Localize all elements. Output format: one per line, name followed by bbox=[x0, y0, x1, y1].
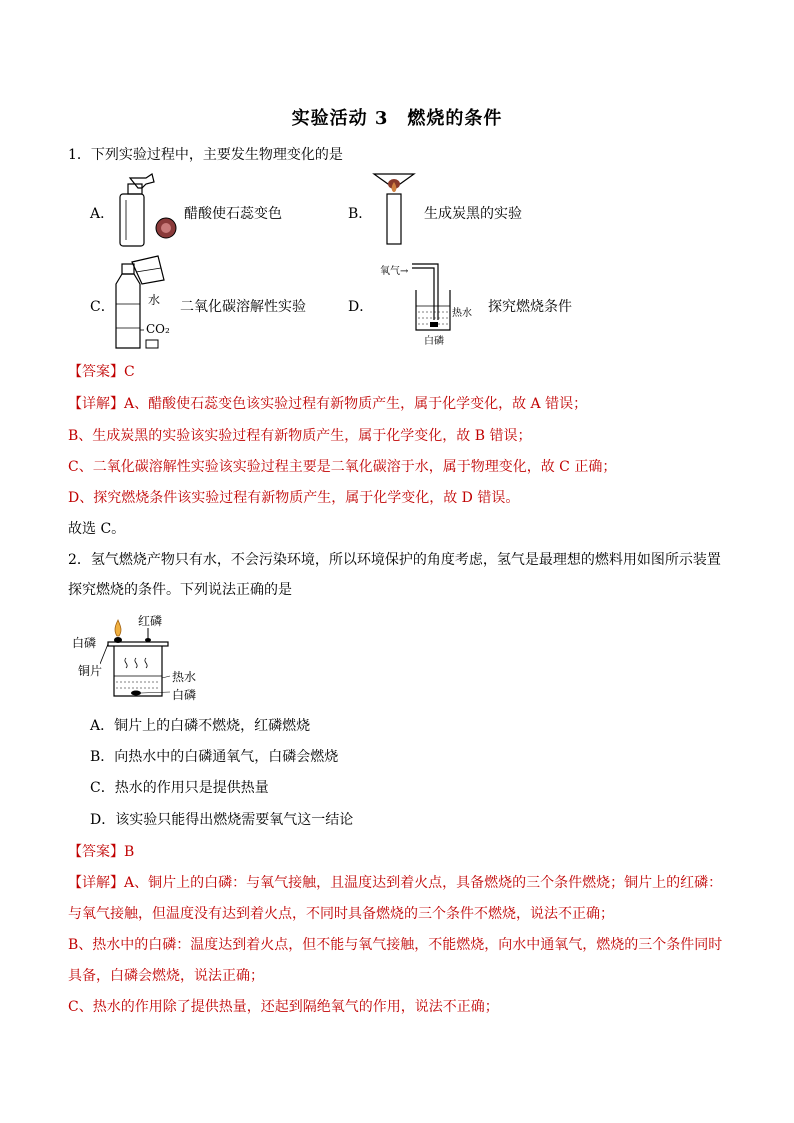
bottle-co2-figure bbox=[112, 254, 180, 354]
q2-option-d: D．该实验只能得出燃烧需要氧气这一结论 bbox=[90, 812, 354, 828]
q1-option-a-letter: A． bbox=[90, 206, 115, 222]
q1-option-b-text: 生成炭黑的实验 bbox=[424, 206, 522, 222]
q2-answer bbox=[68, 842, 134, 862]
q1-conclusion: 故选 C。 bbox=[68, 521, 126, 537]
answer-tag: 【答案】 bbox=[68, 364, 124, 380]
page-title: 实验活动 3 燃烧的条件 bbox=[291, 108, 503, 129]
q2-detail-line-3: B、热水中的白磷：温度达到着火点，但不能与氧气接触，不能燃烧，向水中通氧气，燃烧的三个条件同时 bbox=[68, 937, 723, 953]
fig-c-co2-label: CO₂ bbox=[146, 322, 170, 336]
q1-option-b-letter: B． bbox=[348, 206, 373, 222]
spray-bottle-flower-figure bbox=[112, 170, 182, 250]
fig-d-whitep-label: 白磷 bbox=[424, 336, 444, 347]
fig2-copper-label: 铜片 bbox=[78, 664, 103, 678]
q1-detail-line-2: B、生成炭黑的实验该实验过程有新物质产生，属于化学变化，故 B 错误； bbox=[68, 428, 532, 444]
q1-answer bbox=[68, 362, 135, 382]
q2-option-b: B．向热水中的白磷通氧气，白磷会燃烧 bbox=[90, 749, 339, 765]
detail-text: A、醋酸使石蕊变色该实验过程有新物质产生，属于化学变化，故 A 错误； bbox=[124, 396, 588, 412]
fig2-whitep-bottom-label: 白磷 bbox=[172, 688, 197, 702]
detail-tag: 【详解】 bbox=[68, 396, 124, 412]
q2-stem-line-2: 探究燃烧的条件。下列说法正确的是 bbox=[68, 582, 292, 598]
detail-text: A、铜片上的白磷：与氧气接触，且温度达到着火点，具备燃烧的三个条件燃烧；铜片上的红磷： bbox=[124, 875, 723, 891]
q1-option-c-letter: C． bbox=[90, 299, 115, 315]
answer-value: B bbox=[124, 844, 135, 860]
detail-tag: 【详解】 bbox=[68, 875, 124, 891]
q1-detail-line-3: C、二氧化碳溶解性实验该实验过程主要是二氧化碳溶于水，属于物理变化，故 C 正确； bbox=[68, 459, 617, 475]
q1-detail-line-4: D、探究燃烧条件该实验过程有新物质产生，属于化学变化，故 D 错误。 bbox=[68, 490, 520, 506]
q2-option-c: C．热水的作用只是提供热量 bbox=[90, 780, 269, 796]
q2-detail-line-5: C、热水的作用除了提供热量，还起到隔绝氧气的作用，说法不正确； bbox=[68, 999, 499, 1015]
q1-detail-line-1 bbox=[68, 394, 587, 414]
fig2-whitep-top-label: 白磷 bbox=[72, 636, 97, 650]
q2-stem-line-1: 2．氢气燃烧产物只有水，不会污染环境，所以环境保护的角度考虑，氢气是最理想的燃料用如图所示装置 bbox=[68, 552, 721, 568]
q2-option-a: A．铜片上的白磷不燃烧，红磷燃烧 bbox=[90, 718, 311, 734]
q2-detail-line-2: 与氧气接触，但温度没有达到着火点，不同时具备燃烧的三个条件不燃烧，说法不正确； bbox=[68, 906, 614, 922]
fig2-hotwater-label: 热水 bbox=[172, 670, 197, 684]
q1-option-a-text: 醋酸使石蕊变色 bbox=[184, 206, 282, 222]
copper-plate-beaker-figure bbox=[100, 616, 175, 706]
beaker-oxygen-figure bbox=[410, 260, 480, 340]
fig-c-water-label: 水 bbox=[148, 293, 161, 307]
q2-detail-line-1 bbox=[68, 873, 722, 893]
q1-option-c-text: 二氧化碳溶解性实验 bbox=[180, 299, 306, 315]
q1-option-d-text: 探究燃烧条件 bbox=[488, 299, 572, 315]
fig-d-hotwater-label: 热水 bbox=[452, 308, 472, 319]
q2-detail-line-4: 具备，白磷会燃烧，说法正确； bbox=[68, 968, 264, 984]
candle-soot-figure bbox=[370, 170, 420, 250]
fig2-redp-label: 红磷 bbox=[138, 614, 163, 628]
fig-d-oxygen-label: 氧气→ bbox=[380, 266, 409, 277]
q1-option-d-letter: D． bbox=[348, 299, 374, 315]
q1-stem: 1．下列实验过程中，主要发生物理变化的是 bbox=[68, 147, 343, 163]
answer-value: C bbox=[124, 364, 135, 380]
answer-tag: 【答案】 bbox=[68, 844, 124, 860]
